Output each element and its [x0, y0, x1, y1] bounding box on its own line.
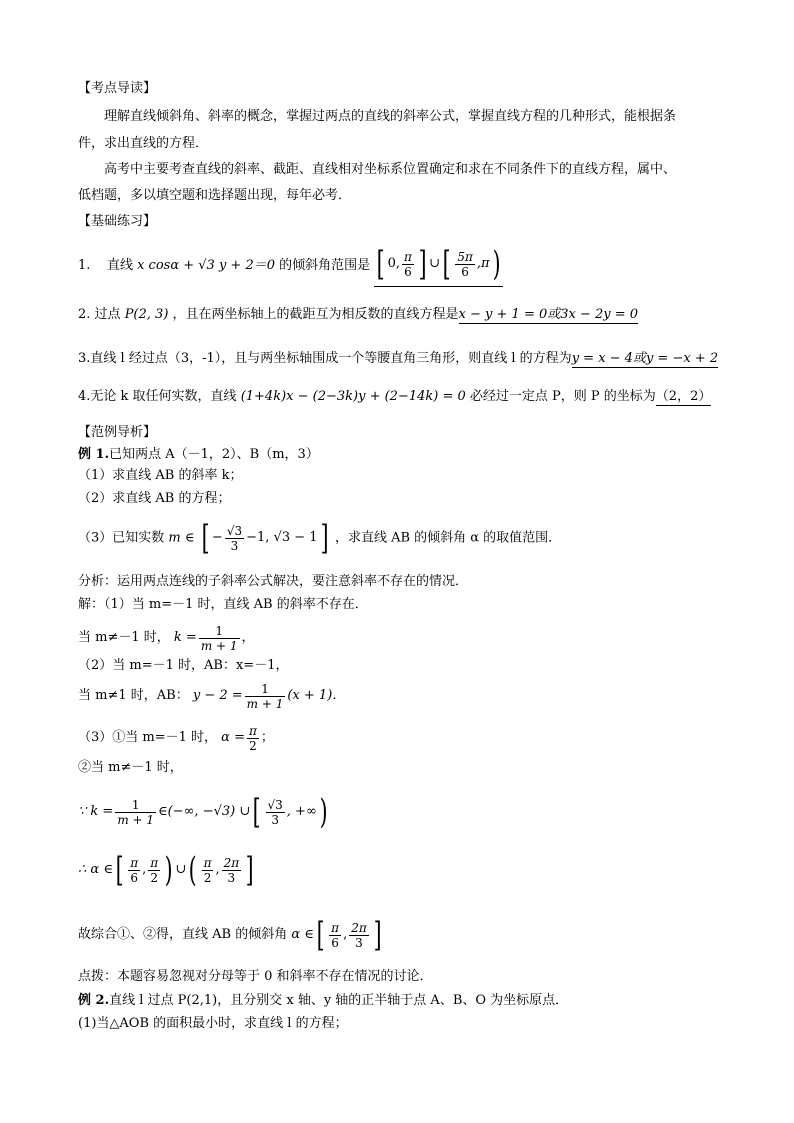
example-2-label: 例 2.: [78, 993, 110, 1008]
q4-answer: （2，2）: [655, 389, 712, 404]
guide-paragraph-2a: 高考中主要考查直线的斜率、截距、直线相对坐标系位置确定和求在不同条件下的直线方程，属中、: [104, 162, 677, 177]
example-2-q1: (1)当△AOB 的面积最小时，求直线 l 的方程；: [78, 1016, 348, 1031]
solution-line-5: （3）①当 m=－1 时， α = $\frac{\pi}{2}$ ；: [78, 723, 274, 753]
solution-line-9: 故综合①、②得，直线 AB 的倾斜角 α ∈[ $\frac{\pi}{6}$ , $\frac{2\pi}{3}$ ]: [78, 915, 382, 955]
section-title-guide: 【考点导读】: [78, 81, 157, 96]
solution-line-6: ②当 m≠－1 时，: [78, 760, 183, 775]
analysis: 分析：运用两点连线的子斜率公式解决，要注意斜率不存在的情况．: [78, 574, 469, 589]
question-3: 3.直线 l 经过点（3，-1），且与两坐标轴围成一个等腰直角三角形，则直线 l 的方程为y = x − 4或y = −x + 2: [78, 351, 719, 366]
section-title-practice: 【基础练习】: [78, 214, 157, 229]
q3-answer: y = x − 4或y = −x + 2: [571, 351, 719, 366]
solution-line-2: 当 m≠－1 时， k = $\frac{1}{m + 1}$ ，: [78, 623, 255, 653]
example-1-q3: （3）已知实数 m ∈ [ − $\frac{√3}{3}$ −1, √3 − 1] ，求直线 AB 的倾斜角 α 的取值范围．: [78, 518, 562, 558]
solution-line-7: ∵ k = $\frac{1}{m + 1}$ ∈(−∞, −√3) ∪[ $\frac{√3}{3}$ , +∞): [78, 792, 328, 832]
solution-line-4: 当 m≠1 时，AB： y − 2 = $\frac{1}{m + 1}$ (x + 1)．: [78, 681, 346, 711]
question-4: 4.无论 k 取任何实数，直线 (1+4k)x − (2−3k)y + (2−14k) = 0 必经过一定点 P，则 P 的坐标为（2，2）: [78, 389, 712, 404]
example-2-stem: 例 2.直线 l 过点 P(2,1)，且分别交 x 轴、y 轴的正半轴于点 A、B、O 为坐标原点．: [78, 993, 569, 1008]
q1-answer: [ 0, $\frac{\pi}{6}$ ] ∪[ $\frac{5\pi}{6}$ ,π): [374, 244, 502, 287]
question-1: [78, 244, 503, 287]
q2-answer: x − y + 1 = 0或3x − 2y = 0: [458, 307, 639, 322]
solution-line-1: 解：（1）当 m=－1 时，直线 AB 的斜率不存在．: [78, 597, 368, 612]
q2-point: P(2, 3): [124, 307, 169, 322]
q1-text: 直线: [106, 257, 133, 273]
guide-paragraph-1b: 件，求出直线的方程．: [78, 136, 209, 151]
question-2: 2. 过点 P(2, 3) ，且在两坐标轴上的截距互为相反数的直线方程是x − y + 1 = 0或3x − 2y = 0: [78, 307, 639, 322]
q4-equation: (1+4k)x − (2−3k)y + (2−14k) = 0: [240, 389, 466, 404]
q1-equation: x cosα + √3 y + 2＝0: [137, 257, 276, 273]
example-1-label: 例 1.: [78, 447, 110, 462]
guide-paragraph-2b: 低档题，多以填空题和选择题出现，每年必考．: [78, 188, 352, 203]
example-1-q2: （2）求直线 AB 的方程；: [78, 491, 231, 506]
q1-tail: 的倾斜角范围是: [279, 257, 371, 273]
example-1-q1: （1）求直线 AB 的斜率 k；: [78, 468, 243, 483]
guide-paragraph-1a: 理解直线倾斜角、斜率的概念，掌握过两点的直线的斜率公式，掌握直线方程的几种形式，能根据条: [104, 109, 677, 124]
q1-number: 1.: [78, 257, 91, 273]
tip: 点拨：本题容易忽视对分母等于 0 和斜率不存在情况的讨论．: [78, 969, 433, 984]
solution-line-3: （2）当 m=－1 时，AB：x=－1，: [78, 658, 289, 673]
section-title-examples: 【范例导析】: [78, 425, 157, 440]
solution-line-8: ∴ α ∈[ $\frac{\pi}{6}$ , $\frac{\pi}{2}$ ) ∪( $\frac{\pi}{2}$ , $\frac{2\pi}{3}$ ]: [78, 850, 254, 890]
example-1-stem: 例 1.已知两点 A（－1，2）、B（m，3）: [78, 447, 319, 462]
